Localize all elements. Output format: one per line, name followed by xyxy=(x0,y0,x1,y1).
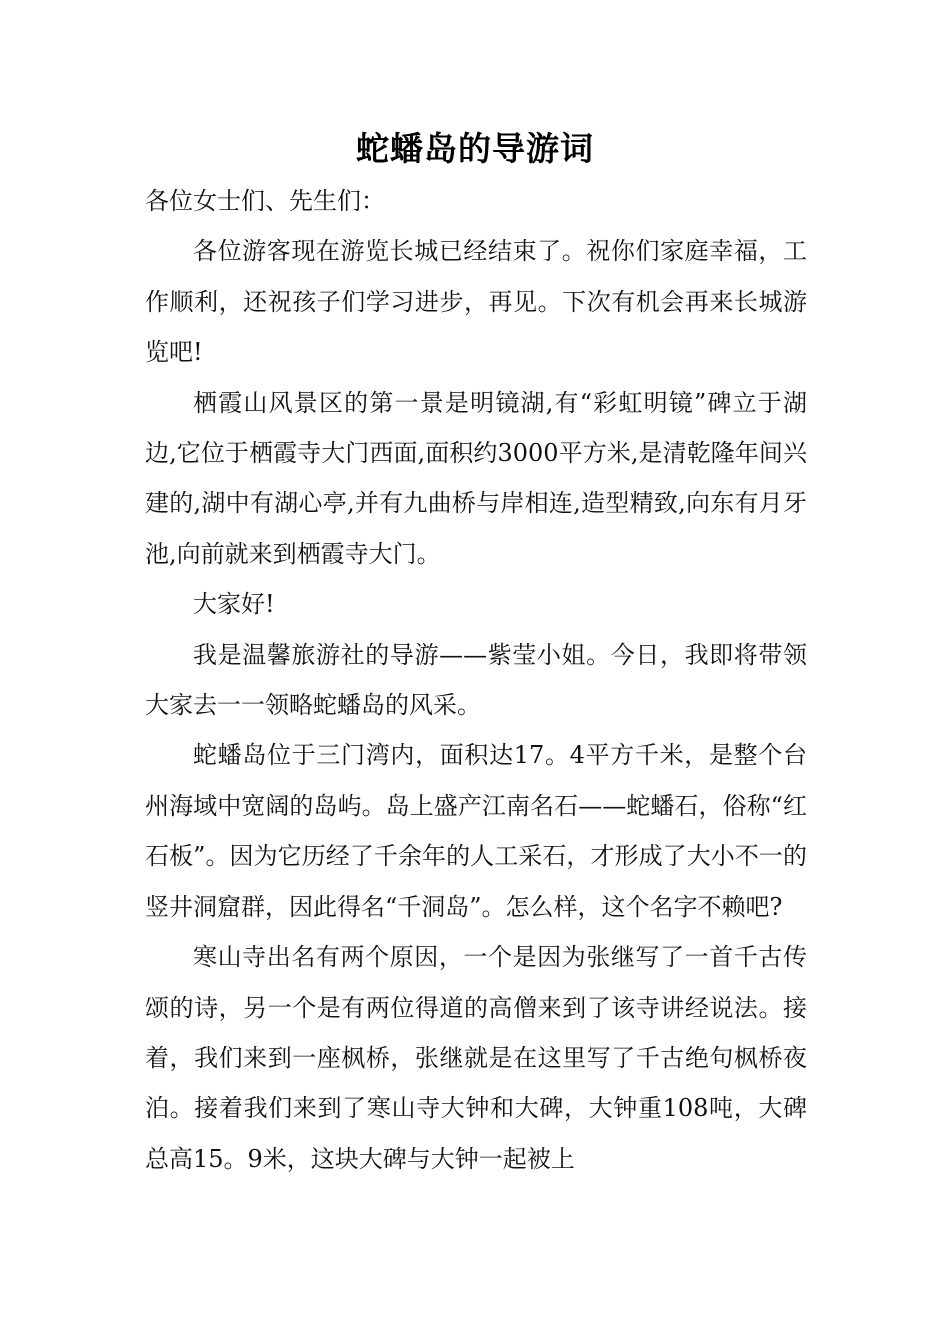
document-body xyxy=(145,176,807,1184)
paragraph-3: 大家好! xyxy=(193,590,275,619)
paragraph-5: 蛇蟠岛位于三门湾内，面积达17。4平方千米，是整个台州海域中宽阔的岛屿。岛上盛产江南名石——蛇蟠石，俗称“红石板”。因为它历经了千余年的人工采石，才形成了大小不一的竖井洞窟群，因此得名“千洞岛”。怎么样，这个名字不赖吧? xyxy=(145,741,807,921)
paragraph-6: 寒山寺出名有两个原因，一个是因为张继写了一首千古传颂的诗，另一个是有两位得道的高僧来到了该寺讲经说法。接着，我们来到一座枫桥，张继就是在这里写了千古绝句枫桥夜泊。接着我们来到了寒山寺大钟和大碑，大钟重108吨，大碑总高15。9米，这块大碑与大钟一起被上 xyxy=(145,943,807,1173)
paragraph-4: 我是温馨旅游社的导游——紫莹小姐。今日，我即将带领大家去一一领略蛇蟠岛的风采。 xyxy=(145,640,807,720)
paragraph-2: 栖霞山风景区的第一景是明镜湖,有“彩虹明镜”碑立于湖边,它位于栖霞寺大门西面,面积约3000平方米,是清乾隆年间兴建的,湖中有湖心亭,并有九曲桥与岸相连,造型精致,向东有月牙池,向前就来到栖霞寺大门。 xyxy=(145,388,807,568)
salutation: 各位女士们、先生们： xyxy=(145,187,385,215)
paragraph-1: 各位游客现在游览长城已经结束了。祝你们家庭幸福，工作顺利，还祝孩子们学习进步，再见。下次有机会再来长城游览吧! xyxy=(145,237,807,367)
document-title: 蛇蟠岛的导游词 xyxy=(356,129,594,168)
